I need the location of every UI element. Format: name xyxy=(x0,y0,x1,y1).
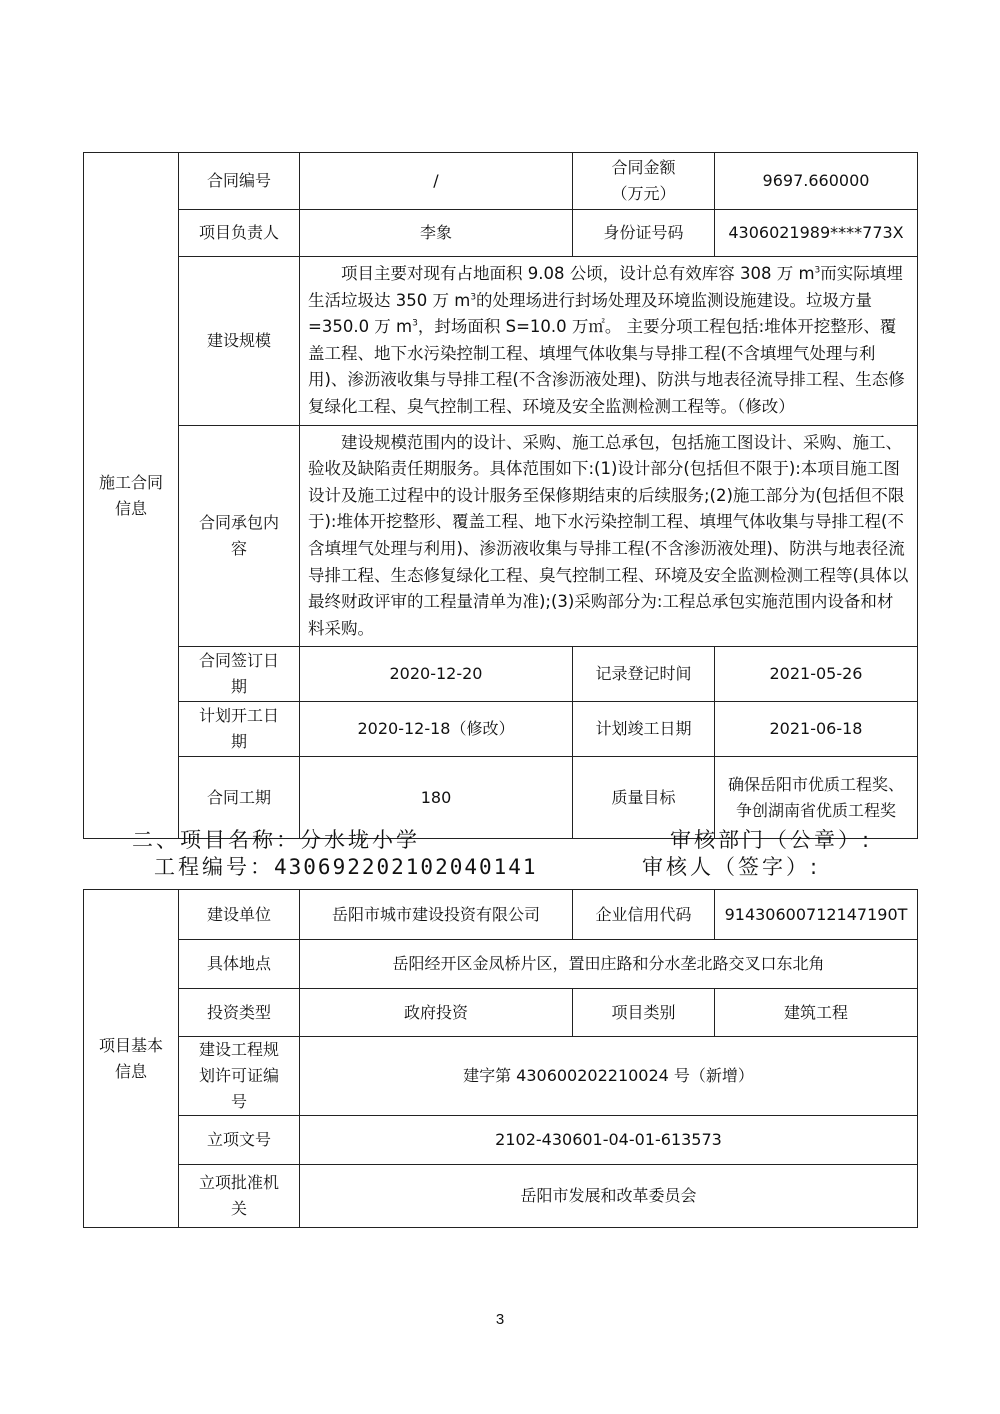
quality-value: 确保岳阳市优质工程奖、争创湖南省优质工程奖 xyxy=(715,757,918,839)
id-number-label: 身份证号码 xyxy=(573,210,715,257)
contract-content-label: 合同承包内容 xyxy=(179,425,300,647)
project-code-value: 430692202102040141 xyxy=(274,855,538,879)
record-time-label: 记录登记时间 xyxy=(573,647,715,702)
project-manager-label: 项目负责人 xyxy=(179,210,300,257)
project-info-table xyxy=(83,889,918,1228)
plan-start-label: 计划开工日期 xyxy=(179,702,300,757)
quality-label: 质量目标 xyxy=(573,757,715,839)
project-code-heading xyxy=(154,851,538,881)
permit-value: 建字第 430600202210024 号（新增） xyxy=(300,1037,918,1116)
sign-date-label: 合同签订日期 xyxy=(179,647,300,702)
approval-org-value: 岳阳市发展和改革委员会 xyxy=(300,1165,918,1228)
project-code-label: 工程编号： xyxy=(154,855,274,879)
location-value: 岳阳经开区金凤桥片区，置田庄路和分水垄北路交叉口东北角 xyxy=(300,940,918,989)
sign-date-value: 2020-12-20 xyxy=(300,647,573,702)
contract-amount-label: 合同金额（万元） xyxy=(573,153,715,210)
contract-info-table xyxy=(83,152,918,839)
project-section-label: 项目基本信息 xyxy=(84,890,179,1228)
construction-scale-label: 建设规模 xyxy=(179,257,300,426)
project-name-heading: 二、项目名称：分水垅小学 xyxy=(132,828,420,852)
project-category-value: 建筑工程 xyxy=(715,989,918,1037)
page-number: 3 xyxy=(495,1311,505,1328)
permit-label: 建设工程规划许可证编号 xyxy=(179,1037,300,1116)
approval-no-label: 立项文号 xyxy=(179,1116,300,1165)
record-time-value: 2021-05-26 xyxy=(715,647,918,702)
builder-value: 岳阳市城市建设投资有限公司 xyxy=(300,890,573,940)
construction-scale-value: 项目主要对现有占地面积 9.08 公顷，设计总有效库容 308 万 $m^3$而实际填埋生活垃圾达 350 万 $m^3$的处理场进行封场处理及环境监测设施建设。垃圾方量=350.0 万 $m^3$，封场面积 S=10.0 万㎡。 主要分项工程包括:堆体开挖整形、覆盖工程、地下水污染控制工程、填埋气体收集与导排工程(不含填埋气处理与利用)、渗沥液收集与导排工程(不含渗沥液处理)、防洪与地表径流导排工程、生态修复绿化工程、臭气控制工程、环境及安全监测检测工程等。（修改） xyxy=(300,257,918,426)
review-dept-heading: 审核部门（公章）: xyxy=(670,828,873,852)
invest-type-value: 政府投资 xyxy=(300,989,573,1037)
id-number-value: 4306021989****773X xyxy=(715,210,918,257)
contract-amount-value: 9697.660000 xyxy=(715,153,918,210)
credit-code-label: 企业信用代码 xyxy=(573,890,715,940)
credit-code-value: 91430600712147190T xyxy=(715,890,918,940)
location-label: 具体地点 xyxy=(179,940,300,989)
contract-no-label: 合同编号 xyxy=(179,153,300,210)
reviewer-heading: 审核人（签字）: xyxy=(642,855,821,879)
contract-content-value: 建设规模范围内的设计、采购、施工总承包，包括施工图设计、采购、施工、验收及缺陷责任期服务。具体范围如下:(1)设计部分(包括但不限于):本项目施工图设计及施工过程中的设计服务至保修期结束的后续服务;(2)施工部分为(包括但不限于):堆体开挖整形、覆盖工程、地下水污染控制工程、填埋气体收集与导排工程(不含填埋气处理与利用)、渗沥液收集与导排工程(不含渗沥液处理)、防洪与地表径流导排工程、生态修复绿化工程、臭气控制工程、环境及安全监测检测工程等(具体以最终财政评审的工程量清单为准);(3)采购部分为:工程总承包实施范围内设备和材料采购。 xyxy=(300,425,918,647)
approval-no-value: 2102-430601-04-01-613573 xyxy=(300,1116,918,1165)
invest-type-label: 投资类型 xyxy=(179,989,300,1037)
project-manager-value: 李象 xyxy=(300,210,573,257)
contract-no-value: / xyxy=(300,153,573,210)
plan-end-value: 2021-06-18 xyxy=(715,702,918,757)
plan-end-label: 计划竣工日期 xyxy=(573,702,715,757)
project-category-label: 项目类别 xyxy=(573,989,715,1037)
contract-section-label: 施工合同信息 xyxy=(84,153,179,839)
duration-value: 180 xyxy=(300,757,573,839)
approval-org-label: 立项批准机关 xyxy=(179,1165,300,1228)
builder-label: 建设单位 xyxy=(179,890,300,940)
duration-label: 合同工期 xyxy=(179,757,300,839)
plan-start-value: 2020-12-18（修改） xyxy=(300,702,573,757)
